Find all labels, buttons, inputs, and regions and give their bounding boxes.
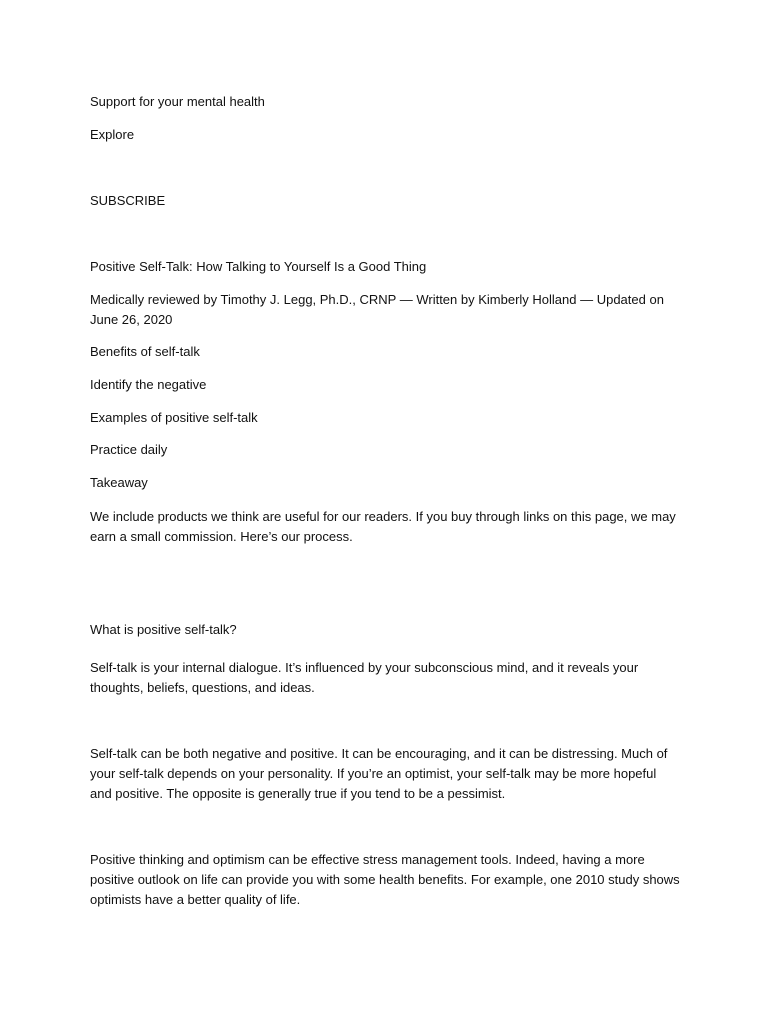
article-byline: Medically reviewed by Timothy J. Legg, Ph.D., CRNP — Written by Kimberly Holland — Updated on June 26, 2020 <box>90 292 664 327</box>
paragraph-self-talk-definition: Self-talk is your internal dialogue. It’s influenced by your subconscious mind, and it reveals your thoughts, beliefs, questions, and ideas. <box>90 660 639 695</box>
explore-link[interactable]: Explore <box>90 127 135 142</box>
paragraph-optimism-benefits: Positive thinking and optimism can be effective stress management tools. Indeed, having a more positive outlook on life can provide you with some health benefits. For example, one 2010 study shows optimists have a better quality of life. <box>90 852 680 907</box>
affiliate-disclosure: We include products we think are useful for our readers. If you buy through links on this page, we may earn a small commission. Here’s our process. <box>90 509 676 544</box>
site-tagline: Support for your mental health <box>90 94 265 109</box>
section-heading: What is positive self-talk? <box>90 622 237 637</box>
toc-item-benefits[interactable]: Benefits of self-talk <box>90 344 200 359</box>
toc-item-examples[interactable]: Examples of positive self-talk <box>90 410 258 425</box>
subscribe-link[interactable]: SUBSCRIBE <box>90 193 166 208</box>
toc-item-identify-negative[interactable]: Identify the negative <box>90 377 207 392</box>
article-title: Positive Self-Talk: How Talking to Yourself Is a Good Thing <box>90 259 427 274</box>
toc-item-takeaway[interactable]: Takeaway <box>90 475 148 490</box>
toc-item-practice-daily[interactable]: Practice daily <box>90 442 168 457</box>
paragraph-negative-positive: Self-talk can be both negative and positive. It can be encouraging, and it can be distressing. Much of your self-talk depends on your personality. If you’re an optimist, your self-talk may be more hopeful and positive. The opposite is generally true if you tend to be a pessimist. <box>90 746 668 801</box>
